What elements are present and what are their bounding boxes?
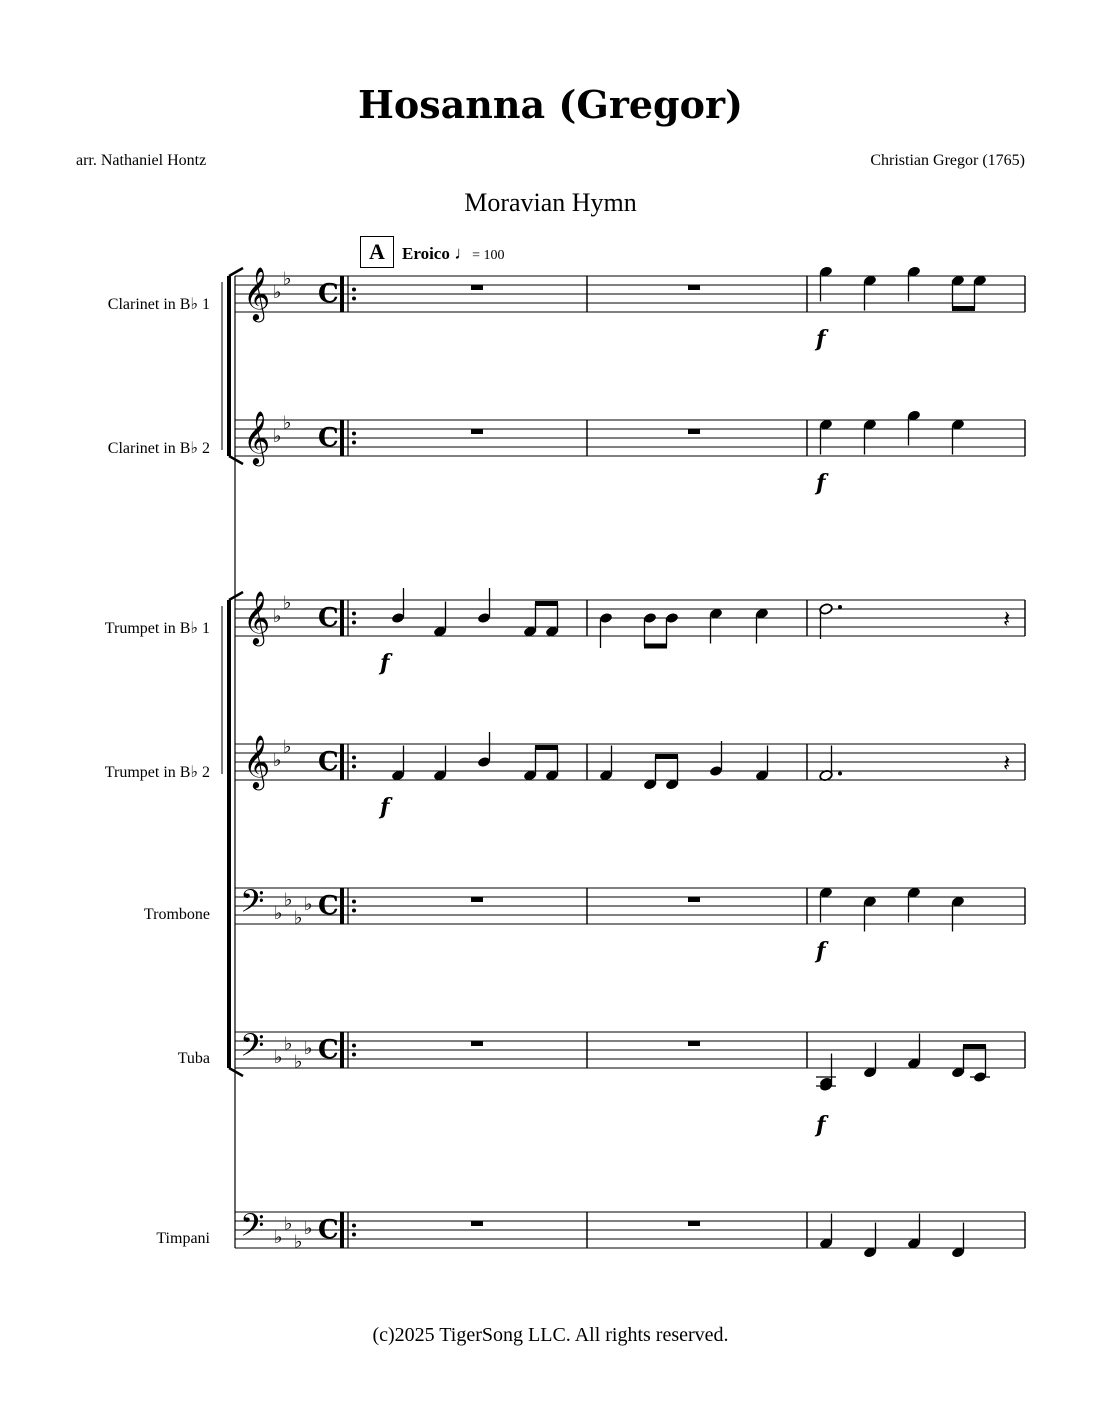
flat-icon: ♭ (283, 268, 292, 290)
augmentation-dot (838, 772, 842, 776)
whole-rest (471, 429, 483, 434)
flat-icon: ♭ (304, 1038, 313, 1059)
copyright-footer: (c)2025 TigerSong LLC. All rights reserved. (372, 1324, 729, 1346)
rehearsal-mark: A (360, 236, 394, 268)
flat-icon: ♭ (294, 907, 303, 929)
repeat-dot (352, 288, 356, 292)
flat-icon: ♭ (273, 282, 282, 303)
quarter-note-icon: ♩ (454, 243, 473, 263)
treble-clef-icon: 𝄞 (243, 410, 271, 464)
flat-icon: ♭ (273, 750, 282, 771)
quarter-rest-icon: 𝄽 (1003, 749, 1011, 777)
repeat-dot (352, 765, 356, 769)
flat-icon: ♭ (283, 592, 292, 614)
clarinet-bracket-bottom (229, 456, 243, 464)
flat-icon: ♭ (274, 1227, 283, 1248)
tempo-text: Eroico (402, 244, 450, 263)
repeat-dot (352, 441, 356, 445)
time-signature: C (318, 423, 339, 453)
flat-icon: ♭ (283, 736, 292, 758)
arranger-credit: arr. Nathaniel Hontz (76, 152, 207, 169)
score-subtitle: Moravian Hymn (464, 188, 637, 217)
repeat-thick-barline (340, 1032, 344, 1068)
dynamic-forte: f (816, 326, 826, 352)
whole-rest (688, 1041, 700, 1046)
instrument-label-trumpet-1: Trumpet in B♭ 1 (104, 620, 210, 637)
instrument-label-tuba: Tuba (177, 1050, 210, 1067)
score-title: Hosanna (Gregor) (358, 82, 743, 127)
dynamic-forte: f (380, 650, 390, 676)
whole-rest (471, 1041, 483, 1046)
time-signature: C (318, 603, 339, 633)
flat-icon: ♭ (284, 1213, 293, 1235)
instrument-label-clarinet-2: Clarinet in B♭ 2 (107, 440, 210, 457)
repeat-dot (352, 621, 356, 625)
dynamic-forte: f (380, 794, 390, 820)
flat-icon: ♭ (284, 1033, 293, 1055)
brass-bracket (227, 600, 231, 1068)
time-signature: C (318, 1035, 339, 1065)
whole-rest (688, 897, 700, 902)
repeat-thick-barline (340, 744, 344, 780)
repeat-thick-barline (340, 420, 344, 456)
whole-rest (471, 285, 483, 290)
repeat-dot (352, 297, 356, 301)
flat-icon: ♭ (284, 889, 293, 911)
augmentation-dot (838, 605, 842, 609)
bass-clef-icon: 𝄢 (240, 883, 265, 927)
flat-icon: ♭ (274, 903, 283, 924)
clarinet-bracket (227, 276, 231, 456)
whole-rest (688, 285, 700, 290)
flat-icon: ♭ (294, 1051, 303, 1073)
whole-rest (688, 429, 700, 434)
tempo-value: = 100 (472, 248, 505, 263)
time-signature: C (318, 279, 339, 309)
time-signature: C (318, 747, 339, 777)
repeat-dot (352, 909, 356, 913)
flat-icon: ♭ (274, 1047, 283, 1068)
repeat-dot (352, 900, 356, 904)
whole-rest (688, 1221, 700, 1226)
flat-icon: ♭ (283, 412, 292, 434)
repeat-dot (352, 1224, 356, 1228)
flat-icon: ♭ (273, 606, 282, 627)
clarinet-bracket-top (229, 268, 243, 276)
whole-rest (471, 897, 483, 902)
flat-icon: ♭ (273, 426, 282, 447)
repeat-dot (352, 1044, 356, 1048)
treble-clef-icon: 𝄞 (243, 266, 271, 320)
repeat-dot (352, 612, 356, 616)
instrument-label-clarinet-1: Clarinet in B♭ 1 (107, 296, 210, 313)
composer-credit: Christian Gregor (1765) (870, 152, 1025, 169)
brass-bracket-top (229, 592, 243, 600)
instrument-label-timpani: Timpani (156, 1230, 210, 1247)
time-signature: C (318, 1215, 339, 1245)
flat-icon: ♭ (304, 894, 313, 915)
time-signature: C (318, 891, 339, 921)
bass-clef-icon: 𝄢 (240, 1027, 265, 1071)
repeat-dot (352, 432, 356, 436)
repeat-dot (352, 1233, 356, 1237)
repeat-thick-barline (340, 1212, 344, 1248)
quarter-rest-icon: 𝄽 (1003, 605, 1011, 633)
flat-icon: ♭ (294, 1231, 303, 1253)
flat-icon: ♭ (304, 1218, 313, 1239)
treble-clef-icon: 𝄞 (243, 734, 271, 788)
dynamic-forte: f (816, 938, 826, 964)
repeat-dot (352, 1053, 356, 1057)
repeat-thick-barline (340, 888, 344, 924)
treble-clef-icon: 𝄞 (243, 590, 271, 644)
repeat-dot (352, 756, 356, 760)
repeat-thick-barline (340, 276, 344, 312)
dynamic-forte: f (816, 470, 826, 496)
instrument-label-trombone: Trombone (143, 906, 210, 923)
instrument-label-trumpet-2: Trumpet in B♭ 2 (104, 764, 210, 781)
bass-clef-icon: 𝄢 (240, 1207, 265, 1251)
repeat-thick-barline (340, 600, 344, 636)
whole-rest (471, 1221, 483, 1226)
dynamic-forte: f (816, 1112, 826, 1138)
